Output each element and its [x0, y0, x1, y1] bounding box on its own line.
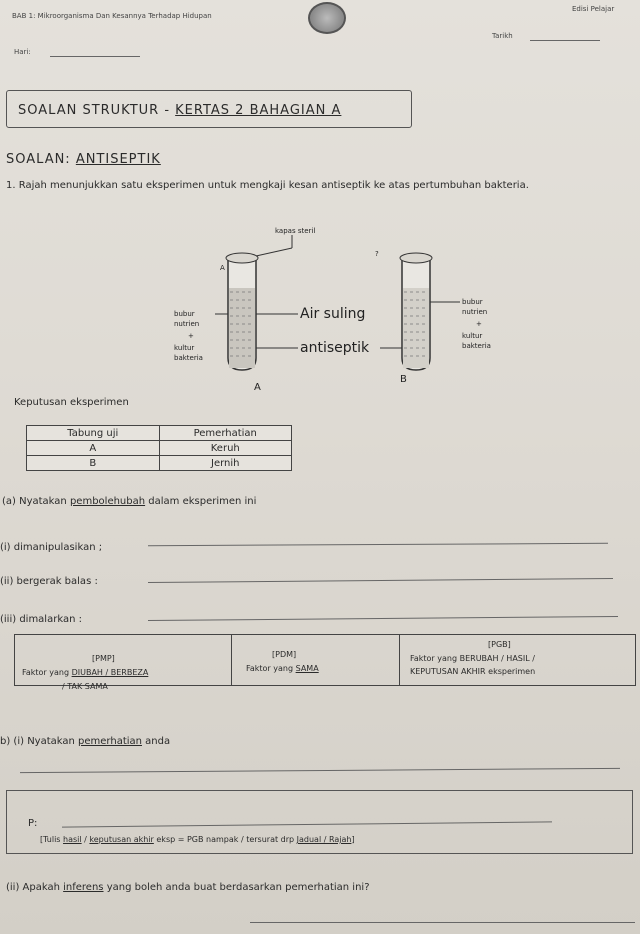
right-label-1: bubur [462, 298, 483, 306]
question-a [2, 496, 256, 507]
question-a-key: pembolehubah [69, 496, 146, 507]
right-label-4: kultur [462, 332, 483, 340]
hint-pmp-text [22, 668, 148, 677]
answer-line-a-i[interactable] [148, 543, 608, 546]
question-a-ii: (ii) bergerak balas : [0, 576, 98, 587]
test-tube-b [400, 253, 432, 370]
question-a-iii: (iii) dimalarkan : [0, 614, 82, 625]
question-a-i: (i) dimanipulasikan ; [0, 542, 103, 553]
hint-pmp-text2: / TAK SAMA [62, 682, 108, 691]
question-a-label: (a) Nyatakan [2, 496, 70, 507]
question-b-key: pemerhatian [78, 736, 142, 747]
center-bottom-label: antiseptik [300, 340, 370, 356]
hari-line [50, 56, 140, 57]
hint-pmp-underlined: DIUBAH / BERBEZA [71, 668, 149, 677]
question-b-label: b) (i) Nyatakan [0, 736, 79, 747]
answer-line-b-i-1[interactable] [20, 768, 620, 773]
hint-pdm-tag: [PDM] [272, 650, 297, 659]
question-b2-rest: yang boleh anda buat berdasarkan pemerhatian ini? [103, 882, 370, 893]
topic-heading [6, 152, 161, 167]
tube-a-label: A [254, 382, 261, 393]
answer-line-b-ii[interactable] [250, 922, 635, 923]
table-header: Pemerhatian [159, 426, 292, 441]
question-a-rest: dalam eksperimen ini [145, 496, 257, 507]
tarikh-label: Tarikh [492, 32, 513, 40]
table-cell: Keruh [159, 441, 292, 456]
results-table [26, 425, 292, 471]
tube-a-top-label: A [220, 264, 225, 272]
question-1: 1. Rajah menunjukkan satu eksperimen untuk mengkaji kesan antiseptik ke atas pertumbuhan bakteria. [6, 180, 529, 191]
question-b-rest: anda [142, 736, 171, 747]
table-row [27, 441, 292, 456]
edition-label: Edisi Pelajar [572, 5, 615, 13]
question-b2-pre: (ii) Apakah [6, 882, 64, 893]
right-label-2: nutrien [462, 308, 488, 316]
hint-pdm-underlined: SAMA [295, 664, 319, 673]
hint-pdm-text [246, 664, 319, 673]
left-label-2: nutrien [174, 320, 200, 328]
table-row [27, 456, 292, 471]
cotton-label: kapas steril [275, 227, 316, 235]
note-end: ] [351, 835, 355, 844]
topic-label: SOALAN: [6, 152, 76, 167]
title-part1: SOALAN STRUKTUR - [18, 103, 176, 118]
test-tube-a [226, 253, 258, 370]
hint-pmp-tag: [PMP] [92, 654, 115, 663]
right-label-3: + [476, 320, 482, 328]
hint-cell-pdm [231, 635, 400, 685]
table-cell: B [27, 456, 160, 471]
note-underline-3: Jadual / Rajah [296, 835, 352, 844]
hint-pgb-text1: Faktor yang BERUBAH / HASIL / [410, 654, 535, 663]
note-mid: / [81, 835, 90, 844]
hint-pdm-text1: Faktor yang [246, 664, 296, 673]
observation-note [40, 835, 355, 844]
hint-cell-pmp [15, 635, 232, 685]
tube-b-label: B [400, 374, 407, 385]
left-label-1: bubur [174, 310, 195, 318]
question-b-ii [6, 882, 370, 893]
answer-prefix-p: P: [28, 818, 38, 829]
hint-pgb-tag: [PGB] [488, 640, 511, 649]
left-label-3: + [188, 332, 194, 340]
left-label-5: bakteria [174, 354, 203, 362]
answer-line-a-ii[interactable] [148, 578, 613, 583]
page-title [18, 103, 341, 118]
note-pre: [Tulis [40, 835, 64, 844]
question-b-i [0, 736, 170, 747]
hari-label: Hari: [14, 48, 31, 56]
results-heading: Keputusan eksperimen [14, 397, 129, 408]
right-label-5: bakteria [462, 342, 491, 350]
table-header-row [27, 426, 292, 441]
note-underline-2: keputusan akhir [89, 835, 154, 844]
experiment-diagram [170, 220, 540, 400]
school-logo [308, 2, 346, 34]
center-top-label: Air suling [300, 306, 366, 322]
table-cell: A [27, 441, 160, 456]
left-label-4: kultur [174, 344, 195, 352]
question-b2-key: inferens [63, 882, 104, 893]
hint-pmp-text1: Faktor yang [22, 668, 72, 677]
note-underline-1: hasil [63, 835, 82, 844]
note-post: eksp = PGB nampak / tersurat drp [153, 835, 297, 844]
cotton-plug-a [226, 253, 258, 263]
table-cell: Jernih [159, 456, 292, 471]
cotton-plug-b [400, 253, 432, 263]
chapter-heading: BAB 1: Mikroorganisma Dan Kesannya Terhadap Hidupan [12, 12, 212, 20]
title-part2: KERTAS 2 BAHAGIAN A [175, 103, 342, 118]
table-header: Tabung uji [27, 426, 160, 441]
topic-name: ANTISEPTIK [75, 152, 161, 167]
question-mark-label: ? [375, 250, 379, 258]
hint-pgb-text2: KEPUTUSAN AKHIR eksperimen [410, 667, 536, 676]
tarikh-line [530, 40, 600, 41]
answer-line-a-iii[interactable] [148, 616, 618, 621]
